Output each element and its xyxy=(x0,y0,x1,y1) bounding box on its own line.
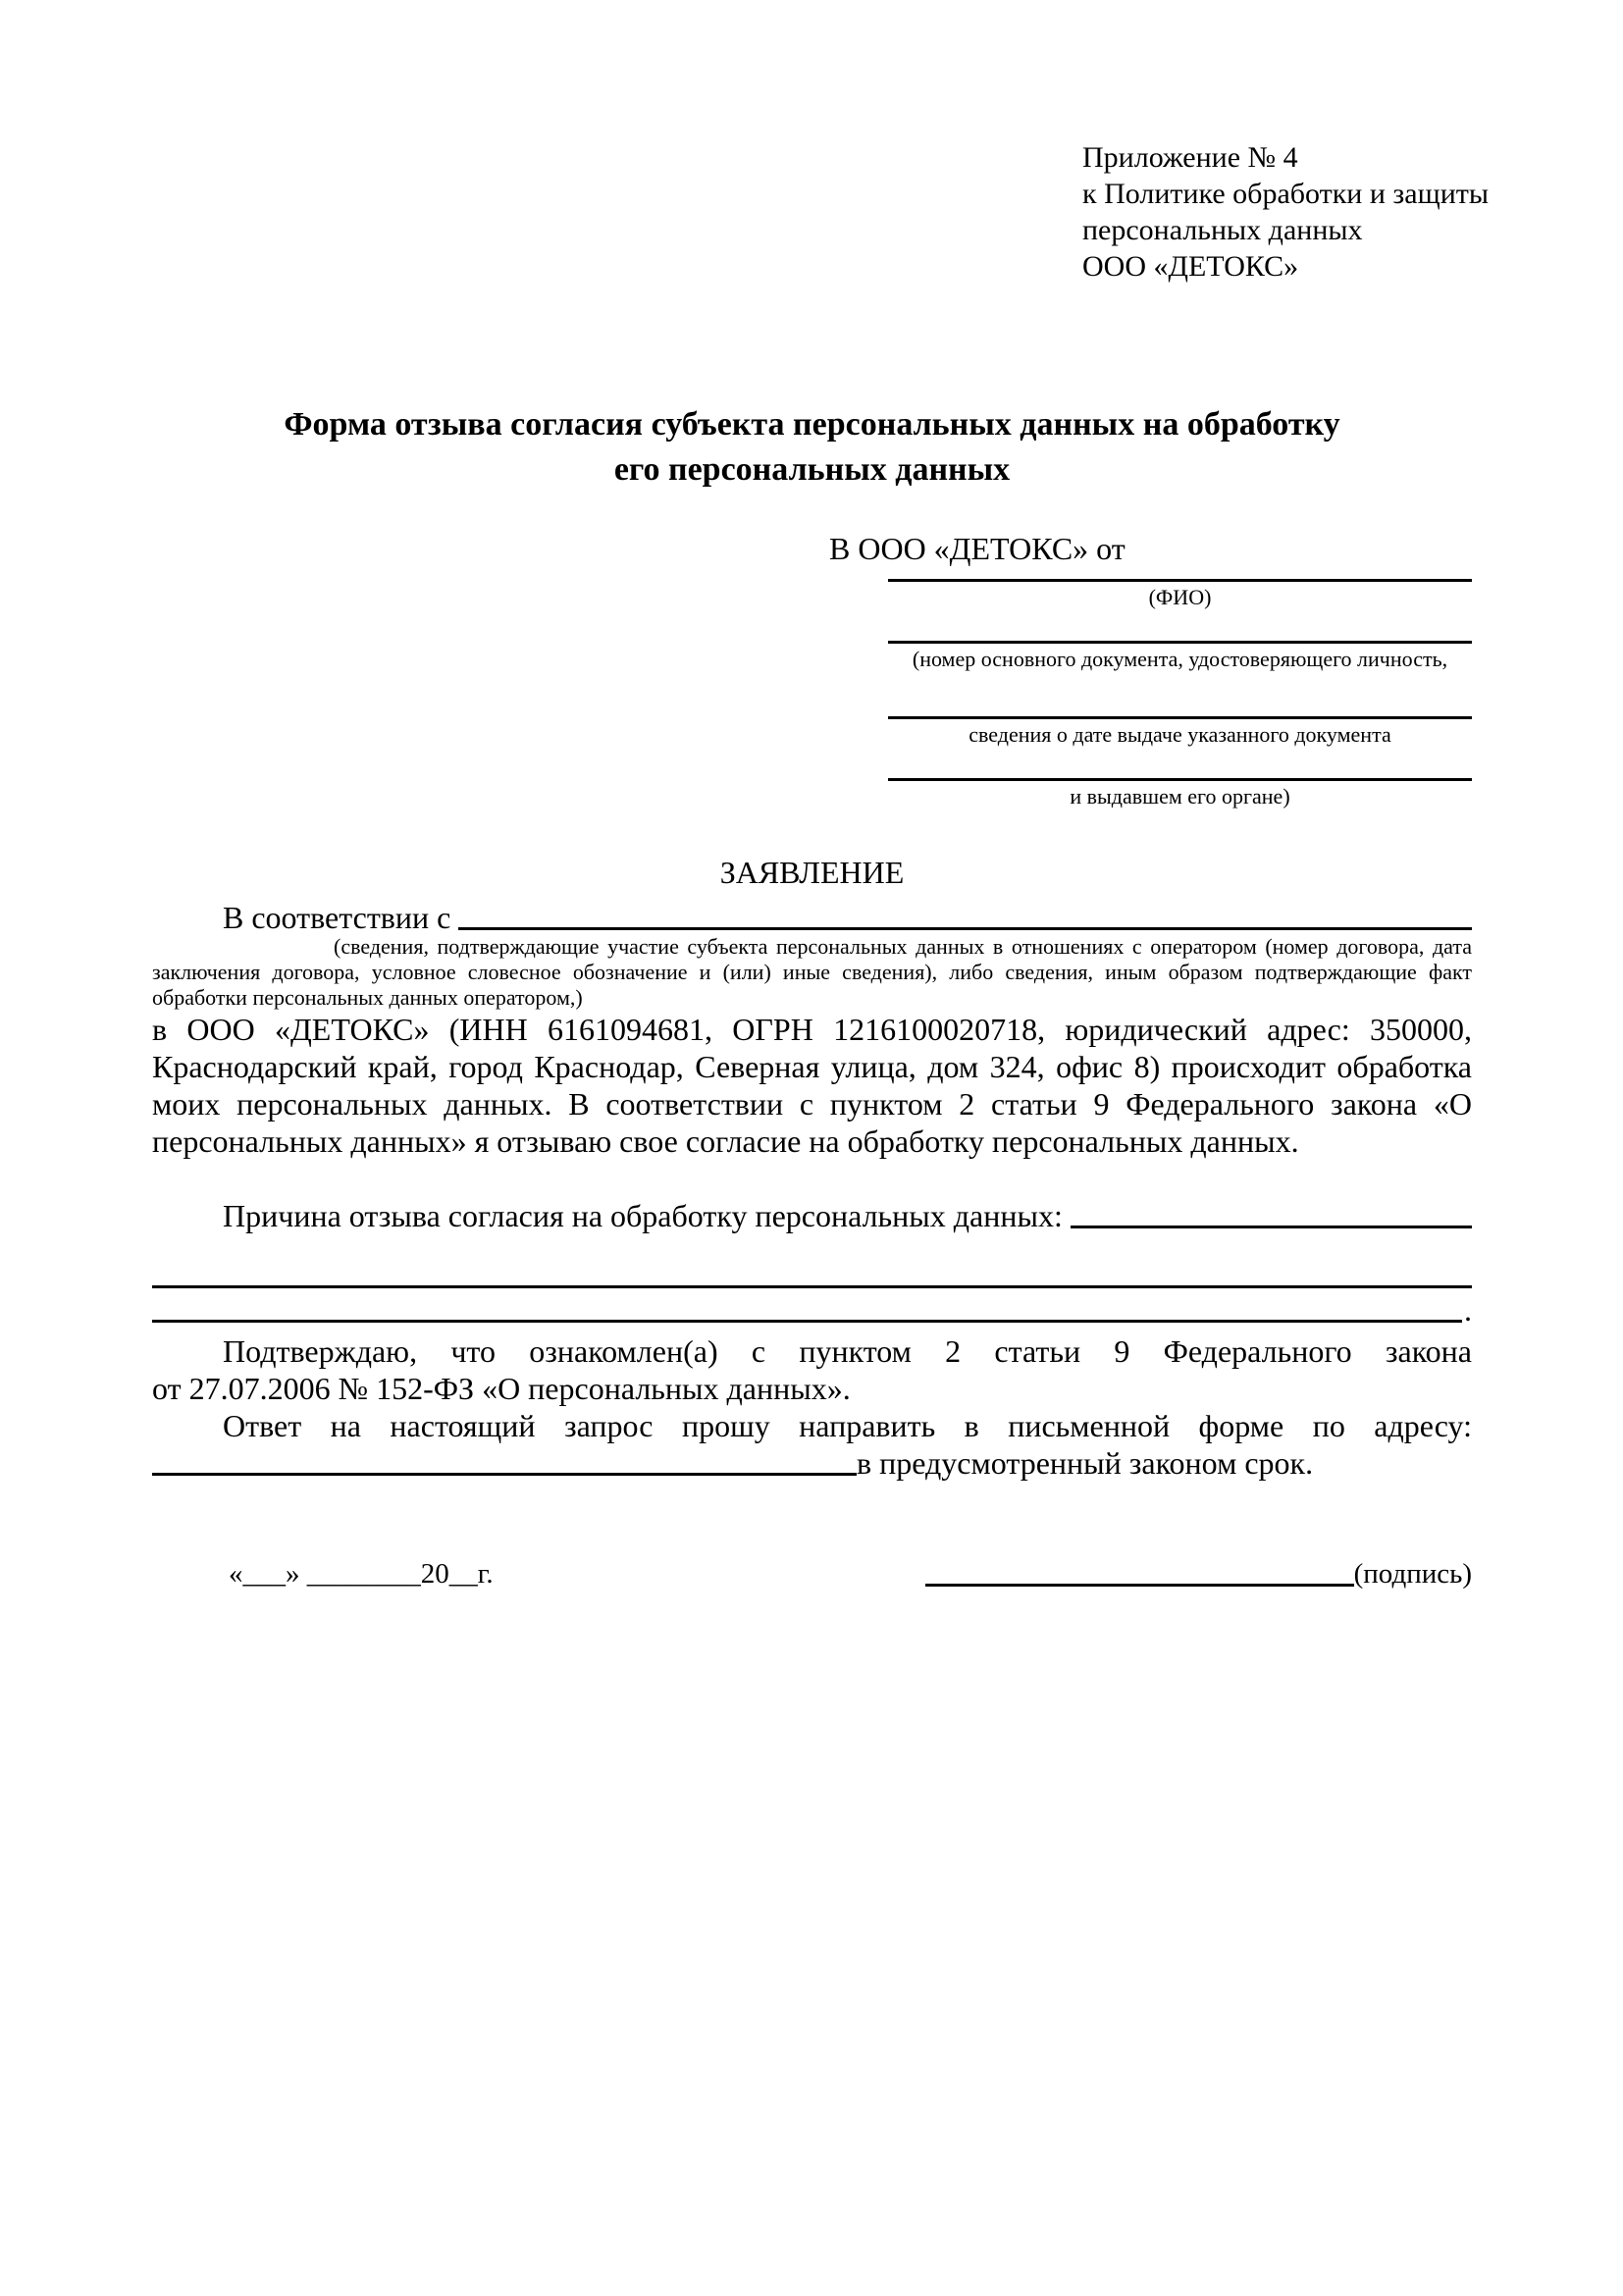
statement-body: в ООО «ДЕТОКС» (ИНН 6161094681, ОГРН 1216100020718, юридический адрес: 350000, Краснодарский край, город Краснодар, Северная улица, дом 324, офис 8) происходит обработка моих персональных данных. В соответствии с пунктом 2 статьи 9 Федерального закона «О персональных данных» я отзываю свое согласие на обработку персональных данных. xyxy=(152,1012,1472,1159)
signature-footer xyxy=(152,1555,1472,1592)
address-input-line[interactable] xyxy=(152,1473,857,1476)
intro-footnote: (сведения, подтверждающие участие субъекта персональных данных в отношениях с оператором (номер договора, дата заключения договора, условное словесное обозначение и (или) иные сведения), либо сведения, иным образом подтверждающие факт обработки персональных данных оператором,) xyxy=(152,934,1472,1010)
addressee-line: В ООО «ДЕТОКС» от xyxy=(829,531,1126,566)
reason-label: Причина отзыва согласия на обработку персональных данных: xyxy=(223,1198,1063,1233)
document-number-caption: (номер основного документа, удостоверяющего личность, xyxy=(912,647,1448,671)
intro-input-line[interactable] xyxy=(458,927,1472,930)
reason-input-row-3 xyxy=(152,1291,1472,1329)
document-title xyxy=(152,402,1472,493)
fio-input-line[interactable] xyxy=(888,579,1472,582)
confirmation-line2: от 27.07.2006 № 152-ФЗ «О персональных данных». xyxy=(152,1371,851,1406)
confirmation-line1: Подтверждаю, что ознакомлен(а) с пунктом 2 статьи 9 Федерального закона xyxy=(223,1333,1472,1369)
signature-input-line[interactable] xyxy=(925,1584,1354,1587)
sentence-period: . xyxy=(1464,1292,1472,1328)
document-title-line2: его персональных данных xyxy=(613,451,1011,488)
confirmation-paragraph xyxy=(152,1332,1472,1407)
appendix-policy-line: к Политике обработки и защиты xyxy=(1082,178,1490,210)
signature-caption: (подпись) xyxy=(1353,1558,1472,1590)
document-title-line1: Форма отзыва согласия субъекта персональных данных на обработку xyxy=(284,406,1340,443)
appendix-number-line: Приложение № 4 xyxy=(1082,141,1298,174)
statement-intro-row xyxy=(152,899,1472,936)
appendix-policy-line-2: персональных данных xyxy=(1082,214,1363,246)
reason-row xyxy=(152,1197,1472,1234)
statement-heading: ЗАЯВЛЕНИЕ xyxy=(719,855,905,890)
document-number-input-line[interactable] xyxy=(888,641,1472,644)
intro-label: В соответствии с xyxy=(223,900,451,935)
reply-request-line: Ответ на настоящий запрос прошу направить в письменной форме по адресу: xyxy=(223,1408,1472,1443)
fio-caption: (ФИО) xyxy=(1148,585,1212,609)
document-issue-date-caption: сведения о дате выдаче указанного документа xyxy=(969,722,1391,747)
issuing-authority-caption: и выдавшем его органе) xyxy=(1070,784,1290,809)
appendix-company-line: ООО «ДЕТОКС» xyxy=(1082,250,1299,283)
date-blank[interactable]: «___» ________20__г. xyxy=(229,1558,494,1590)
reply-suffix: в предусмотренный законом срок. xyxy=(857,1445,1314,1481)
document-issue-date-input-line[interactable] xyxy=(888,716,1472,719)
issuing-authority-input-line[interactable] xyxy=(888,778,1472,781)
appendix-reference xyxy=(1082,139,1489,285)
reason-input-line[interactable] xyxy=(1071,1226,1472,1228)
reason-input-line-3[interactable] xyxy=(152,1320,1462,1323)
signature-group xyxy=(925,1555,1472,1592)
reason-input-line-2[interactable] xyxy=(152,1285,1472,1288)
reply-address-row xyxy=(152,1444,1472,1482)
